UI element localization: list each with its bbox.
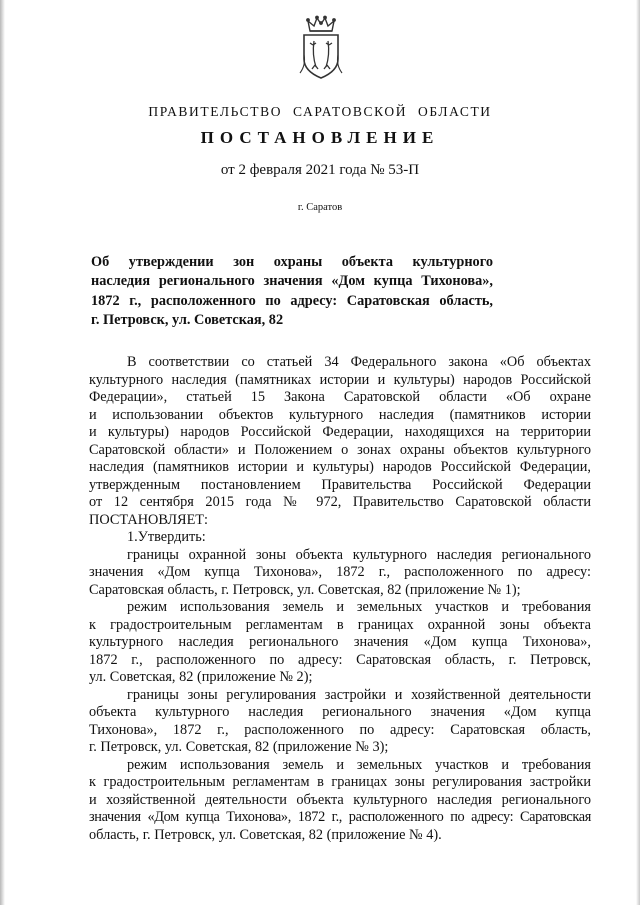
body-line: режим использования земель и земельных участков и требования — [127, 599, 591, 615]
document-body — [89, 354, 591, 844]
body-line: Федерации», статьей 15 Закона Саратовской области «Об охране — [89, 389, 591, 405]
body-line: Саратовская область, г. Петровск, ул. Советская, 82 (приложение № 1); — [89, 581, 521, 598]
body-line: г. Петровск, ул. Советская, 82 (приложение № 3); — [89, 739, 389, 755]
document-city: г. Саратов — [297, 202, 343, 213]
heading-line: г. Петровск, ул. Советская, 82 — [91, 311, 284, 328]
heading-line: 1872 г., расположенного по адресу: Саратовская область, — [91, 292, 493, 309]
body-line: 1872 г., расположенного по адресу: Саратовская область, г. Петровск, — [89, 651, 591, 668]
body-line: к градостроительным регламентам в границах охранной зоны объекта — [89, 616, 591, 633]
heading-line: Об утверждении зон охраны объекта культурного — [91, 254, 493, 270]
coat-of-arms-icon — [296, 15, 346, 81]
body-line: утвержденным постановлением Правительства Российской Федерации — [89, 476, 591, 493]
body-line: область, г. Петровск, ул. Советская, 82 (приложение № 4). — [89, 826, 442, 843]
document-heading — [91, 253, 493, 330]
body-line: Тихонова», 1872 г., расположенного по адресу: Саратовская область, — [89, 721, 591, 738]
body-line: и хозяйственной деятельности объекта культурного наследия регионального — [89, 791, 591, 808]
body-line: объекта культурного наследия регионального значения «Дом купца — [89, 704, 591, 720]
heading-line: наследия регионального значения «Дом купца Тихонова», — [91, 273, 493, 290]
body-line: значения «Дом купца Тихонова», 1872 г., расположенного по адресу: — [89, 564, 591, 580]
body-line: режим использования земель и земельных участков и требования — [127, 756, 591, 773]
government-title: ПРАВИТЕЛЬСТВО САРАТОВСКОЙ ОБЛАСТИ — [148, 104, 492, 119]
body-line: от 12 сентября 2015 года № 972, Правительство Саратовской области — [89, 494, 591, 510]
body-line: и культуры) народов Российской Федерации, находящихся на территории — [89, 424, 591, 440]
body-line: к градостроительным регламентам в границах зоны регулирования застройки — [89, 774, 591, 790]
body-line: ул. Советская, 82 (приложение № 2); — [89, 669, 313, 685]
body-line: ПОСТАНОВЛЯЕТ: — [89, 511, 209, 528]
body-line: Саратовской области» и Положением о зонах охраны объектов культурного — [89, 441, 591, 458]
body-line: наследия (памятников истории и культуры) народов Российской Федерации, — [89, 459, 591, 475]
body-line: границы зоны регулирования застройки и хозяйственной деятельности — [127, 686, 591, 703]
body-line: и использовании объектов культурного наследия (памятников истории — [89, 406, 591, 423]
document-date-number: от 2 февраля 2021 года № 53-П — [220, 162, 420, 178]
body-line: культурного наследия (памятниках истории и культуры) народов Российской — [89, 371, 591, 388]
body-line: границы охранной зоны объекта культурного наследия регионального — [127, 546, 591, 563]
body-line: культурного наследия регионального значения «Дом купца Тихонова», — [89, 634, 591, 650]
document-type: ПОСТАНОВЛЕНИЕ — [200, 128, 440, 147]
body-line: В соответствии со статьей 34 Федерального закона «Об объектах — [127, 354, 591, 370]
item-heading: 1.Утвердить: — [127, 529, 206, 545]
body-line: значения «Дом купца Тихонова», 1872 г., расположенного по адресу: Саратовская — [89, 809, 591, 825]
